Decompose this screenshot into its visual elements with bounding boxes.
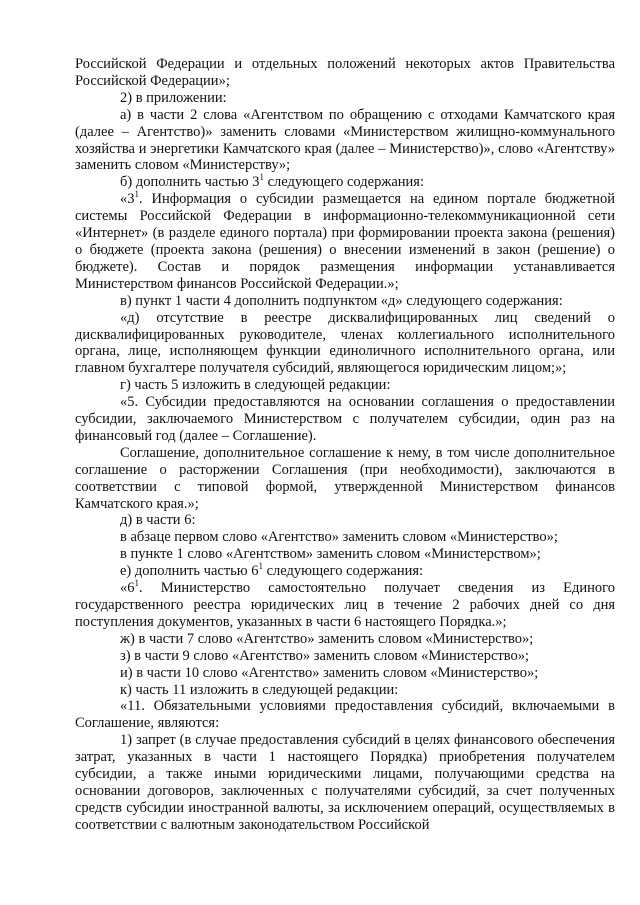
document-page	[75, 56, 615, 834]
text-segment: Российской Федерации и отдельных положений некоторых актов Правительства Российской Федерации»;	[75, 56, 615, 89]
text-segment: «11. Обязательными условиями предоставления субсидий, включаемыми в Соглашение, являются:	[75, 698, 615, 732]
text-segment: . Информация о субсидии размещается на едином портале бюджетной системы Российской Федерации в информационно-телекоммуникационной сети «Интернет» (в разделе единого портала) при формировании проекта закона (решения) о бюджете (проекта закона (решения) о внесении изменений в закон (решение) о бюджете). Состав и порядок размещения информации устанавливается Министерством финансов Российской Федерации.»;	[75, 191, 615, 292]
text-segment: е) дополнить частью 6	[120, 563, 259, 580]
superscript: 1	[134, 189, 139, 200]
paragraph	[75, 546, 615, 563]
superscript: 1	[134, 578, 139, 589]
text-segment: следующего содержания:	[263, 174, 425, 191]
text-segment: ж) в части 7 слово «Агентство» заменить словом «Министерство»;	[120, 630, 534, 647]
text-segment: д) в части 6:	[120, 512, 196, 529]
paragraph	[75, 90, 615, 107]
text-segment: г) часть 5 изложить в следующей редакции:	[120, 377, 391, 394]
text-segment: Соглашение, дополнительное соглашение к нему, в том числе дополнительное соглашение о расторжении Соглашения (при необходимости), заключаются в соответствии с типовой формой, утвержденной Министерством финансов Камчатского края.»;	[75, 444, 615, 512]
paragraph	[75, 580, 615, 631]
paragraph	[75, 698, 615, 732]
text-segment: и) в части 10 слово «Агентство» заменить словом «Министерство»;	[120, 664, 539, 681]
paragraph	[75, 529, 615, 546]
text-segment: 1) запрет (в случае предоставления субсидий в целях финансового обеспечения затрат, указанных в части 1 настоящего Порядка) приобретения получателем субсидии, а также иными юридическими лицами, получающими средства на основании договоров, заключенных с получателями субсидий, за счет полученных средств субсидии иностранной валюты, за исключением операций, осуществляемых в соответствии с валютным законодательством Российской	[75, 732, 615, 833]
paragraph	[75, 512, 615, 529]
paragraph	[75, 394, 615, 445]
text-segment: следующего содержания:	[263, 563, 424, 580]
text-segment: з) в части 9 слово «Агентство» заменить словом «Министерство»;	[120, 647, 530, 664]
paragraph	[75, 377, 615, 394]
paragraph	[75, 631, 615, 648]
text-segment: «6	[120, 580, 135, 597]
text-segment: б) дополнить частью 3	[120, 174, 260, 191]
paragraph	[75, 107, 615, 175]
text-segment: . Министерство самостоятельно получает сведения из Единого государственного реестра юридических лиц в течение 2 рабочих дней со дня поступления документов, указанных в части 6 настоящего Порядка.»;	[75, 580, 615, 630]
text-segment: в пункте 1 слово «Агентством» заменить словом «Министерством»;	[120, 546, 541, 563]
paragraph	[75, 563, 615, 580]
text-segment: к) часть 11 изложить в следующей редакции:	[120, 681, 399, 698]
paragraph	[75, 174, 615, 191]
paragraph	[75, 648, 615, 665]
paragraph	[75, 56, 615, 90]
text-segment: в абзаце первом слово «Агентство» заменить словом «Министерство»;	[120, 529, 558, 546]
paragraph	[75, 310, 615, 378]
text-segment: в) пункт 1 части 4 дополнить подпунктом «д» следующего содержания:	[120, 292, 563, 309]
paragraph	[75, 445, 615, 513]
paragraph	[75, 732, 615, 833]
paragraph	[75, 665, 615, 682]
paragraph	[75, 293, 615, 310]
text-segment: «5. Субсидии предоставляются на основании соглашения о предоставлении субсидии, заключаемого Министерством с получателем субсидии, один раз на финансовый год (далее – Соглашение).	[75, 394, 615, 444]
text-segment: «д) отсутствие в реестре дисквалифицированных лиц сведений о дисквалифицированных руководителе, членах коллегиального исполнительного органа, лице, исполняющем функции единоличного исполнительного органа, или главном бухгалтере получателя субсидий, являющегося юридическим лицом;»;	[75, 309, 615, 377]
paragraph	[75, 191, 615, 292]
paragraph	[75, 682, 615, 699]
text-segment: «3	[120, 191, 135, 208]
text-segment: 2) в приложении:	[120, 89, 227, 106]
superscript: 1	[259, 172, 264, 183]
text-segment: а) в части 2 слова «Агентством по обращению с отходами Камчатского края (далее – Агентство)» заменить словами «Министерством жилищно-коммунального хозяйства и энергетики Камчатского края (далее – Министерство)», слово «Агентству» заменить словом «Министерству»;	[75, 106, 615, 174]
superscript: 1	[258, 561, 263, 572]
